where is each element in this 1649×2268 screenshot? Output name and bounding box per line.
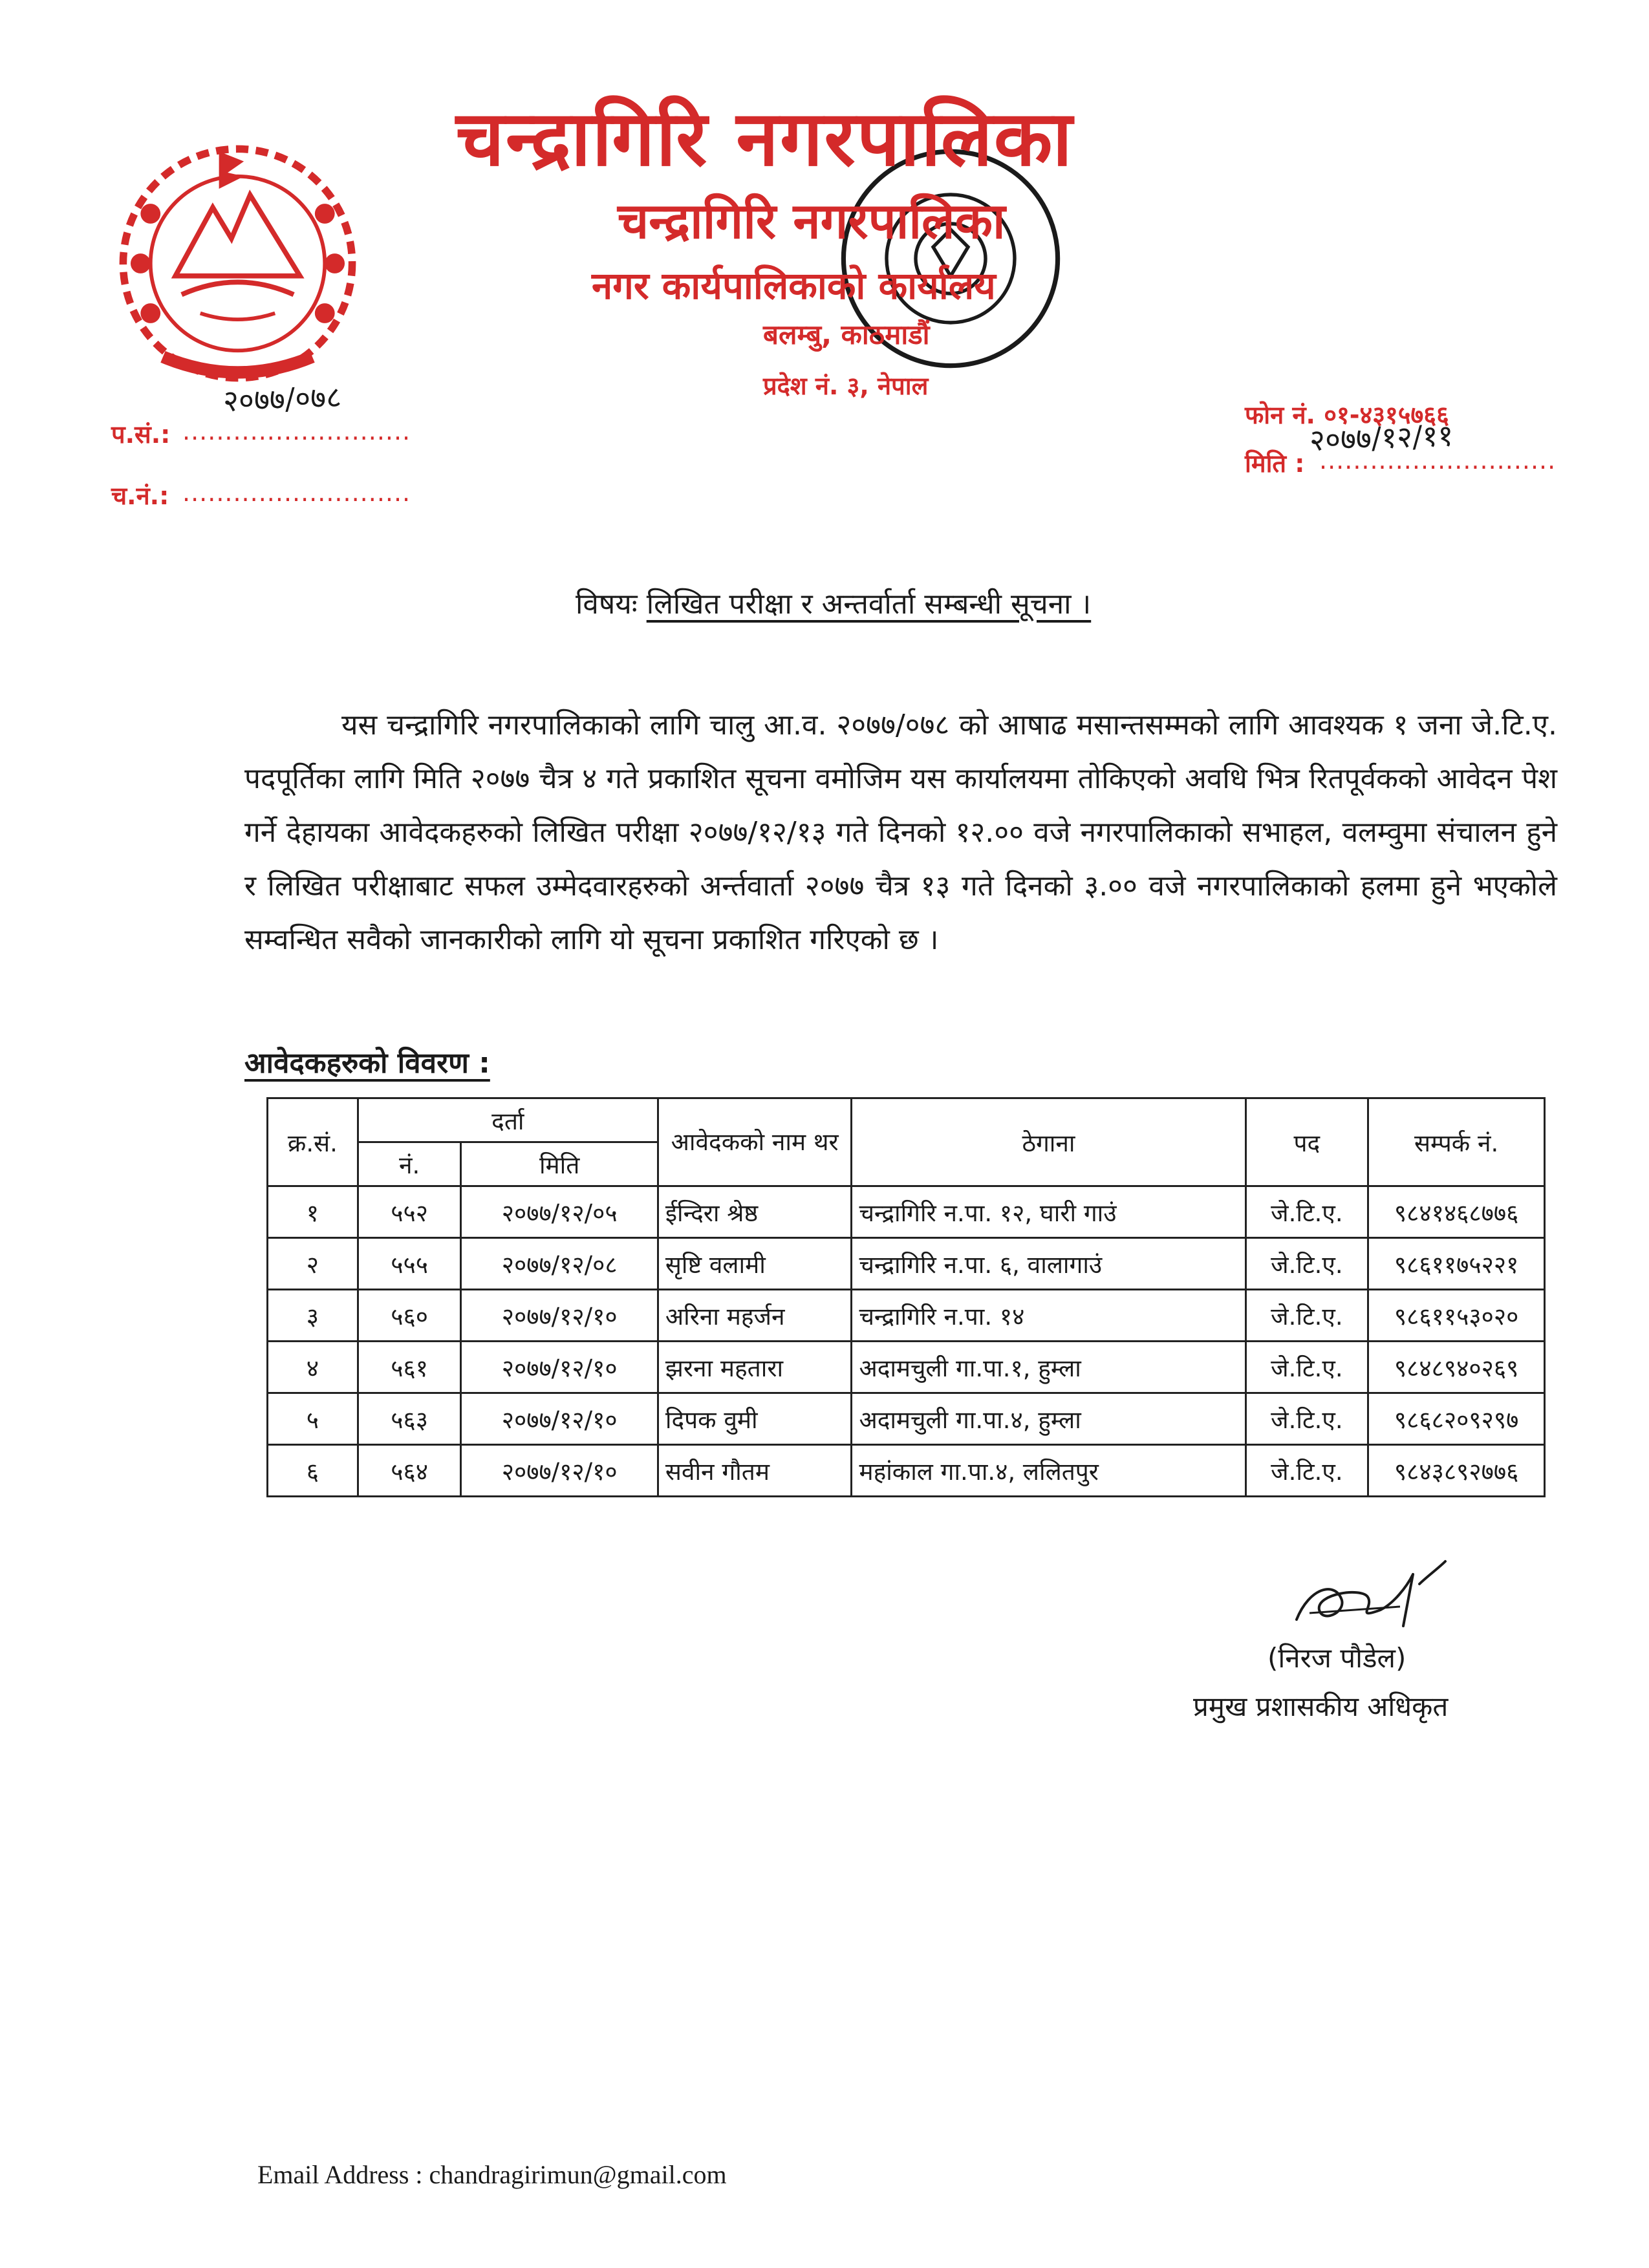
cell-name: सवीन गौतम — [658, 1445, 852, 1497]
cell-sn: २ — [268, 1238, 358, 1290]
cell-contact: ९८६११७५२२१ — [1368, 1238, 1545, 1290]
nepal-emblem-logo — [113, 139, 362, 388]
phone-number: फोन नं. ०१-४३१५७६६ — [1245, 401, 1449, 429]
subject-label: विषयः — [576, 588, 638, 621]
cell-post: जे.टि.ए. — [1245, 1290, 1368, 1342]
cell-contact: ९८४१४६८७७६ — [1368, 1186, 1545, 1238]
cell-reg-no: ५६० — [358, 1290, 461, 1342]
cell-reg-date: २०७७/१२/१० — [461, 1393, 658, 1445]
cell-contact: ९८४८९४०२६९ — [1368, 1342, 1545, 1393]
cn-label: च.नं.: — [111, 482, 169, 510]
cell-sn: ६ — [268, 1445, 358, 1497]
header-post: पद — [1245, 1098, 1368, 1186]
date-label: मिति : — [1245, 449, 1305, 478]
cell-post: जे.टि.ए. — [1245, 1186, 1368, 1238]
cell-contact: ९८६११५३०२० — [1368, 1290, 1545, 1342]
header-registration: दर्ता — [358, 1098, 658, 1142]
cell-name: ईन्दिरा श्रेष्ठ — [658, 1186, 852, 1238]
cell-address: अदामचुली गा.पा.४, हुम्ला — [852, 1393, 1245, 1445]
cell-contact: ९८४३८९२७७६ — [1368, 1445, 1545, 1497]
cell-name: दिपक वुमी — [658, 1393, 852, 1445]
handwritten-signature — [1284, 1548, 1452, 1639]
office-name: नगर कार्यपालिकाको कार्यालय — [592, 264, 996, 308]
cell-name: झरना महतारा — [658, 1342, 852, 1393]
cell-reg-no: ५५५ — [358, 1238, 461, 1290]
subject-line — [576, 583, 1091, 622]
municipality-title: चन्द्रागिरि नगरपालिका — [456, 94, 1074, 183]
header-name: आवेदकको नाम थर — [658, 1098, 852, 1186]
office-province: प्रदेश नं. ३, नेपाल — [763, 372, 929, 400]
table-row — [268, 1393, 1545, 1445]
applicants-heading: आवेदकहरुको विवरण : — [244, 1047, 490, 1080]
cell-name: अरिना महर्जन — [658, 1290, 852, 1342]
cell-sn: ५ — [268, 1393, 358, 1445]
table-row — [268, 1342, 1545, 1393]
cell-post: जे.टि.ए. — [1245, 1393, 1368, 1445]
cell-post: जे.टि.ए. — [1245, 1238, 1368, 1290]
signatory-title: प्रमुख प्रशासकीय अधिकृत — [1193, 1691, 1449, 1722]
header-reg-date: मिति — [461, 1142, 658, 1186]
cell-address: महांकाल गा.पा.४, ललितपुर — [852, 1445, 1245, 1497]
ps-dotted-line: ........................... — [182, 417, 411, 445]
header-address: ठेगाना — [852, 1098, 1245, 1186]
applicants-table — [266, 1097, 1546, 1497]
cell-reg-no: ५६३ — [358, 1393, 461, 1445]
office-address: बलम्बु, काठमाडौं — [763, 319, 930, 350]
subject-text: लिखित परीक्षा र अन्तर्वार्ता सम्बन्धी सूचना । — [646, 588, 1092, 621]
cell-reg-date: २०७७/१२/१० — [461, 1342, 658, 1393]
cell-reg-date: २०७७/१२/१० — [461, 1445, 658, 1497]
footer-email: Email Address : chandragirimun@gmail.com — [257, 2160, 727, 2189]
ps-label: प.सं.: — [111, 420, 171, 449]
cell-name: सृष्टि वलामी — [658, 1238, 852, 1290]
cn-dotted-line: ........................... — [182, 478, 411, 507]
table-row — [268, 1290, 1545, 1342]
municipality-subtitle: चन्द्रागिरि नगरपालिका — [618, 192, 1006, 250]
header-contact: सम्पर्क नं. — [1368, 1098, 1545, 1186]
cell-reg-no: ५६१ — [358, 1342, 461, 1393]
table-row — [268, 1445, 1545, 1497]
date-handwritten-value: २०७७/१२/११ — [1309, 418, 1454, 458]
cell-contact: ९८६८२०९२९७ — [1368, 1393, 1545, 1445]
cell-reg-date: २०७७/१२/०८ — [461, 1238, 658, 1290]
signatory-name: (निरज पौडेल) — [1267, 1642, 1406, 1674]
cell-post: जे.टि.ए. — [1245, 1445, 1368, 1497]
cell-reg-no: ५६४ — [358, 1445, 461, 1497]
table-row — [268, 1238, 1545, 1290]
ps-handwritten-value: २०७७/०७८ — [222, 379, 342, 419]
notice-body-paragraph: यस चन्द्रागिरि नगरपालिकाको लागि चालु आ.व. २०७७/०७८ को आषाढ मसान्तसम्मको लागि आवश्यक १ जना जे.टि.ए. पदपूर्तिका लागि मिति २०७७ चैत्र ४ गते प्रकाशित सूचना वमोजिम यस कार्यालयमा तोकिएको अवधि भित्र रितपूर्वकको आवेदन पेश गर्ने देहायका आवेदकहरुको लिखित परीक्षा २०७७/१२/१३ गते दिनको १२.०० वजे नगरपालिकाको सभाहल, वलम्वुमा संचालन हुने र लिखित परीक्षाबाट सफल उम्मेदवारहरुको अर्न्तवार्ता २०७७ चैत्र १३ गते दिनको ३.०० वजे नगरपालिकाको हलमा हुने भएकोले सम्वन्धित सवैको जानकारीको लागि यो सूचना प्रकाशित गरिएको छ । — [244, 709, 1557, 956]
cell-reg-no: ५५२ — [358, 1186, 461, 1238]
header-sn: क्र.सं. — [268, 1098, 358, 1186]
cell-sn: १ — [268, 1186, 358, 1238]
table-row — [268, 1186, 1545, 1238]
cell-reg-date: २०७७/१२/०५ — [461, 1186, 658, 1238]
cell-sn: ४ — [268, 1342, 358, 1393]
cell-address: चन्द्रागिरि न.पा. १४ — [852, 1290, 1245, 1342]
cell-address: अदामचुली गा.पा.१, हुम्ला — [852, 1342, 1245, 1393]
cell-address: चन्द्रागिरि न.पा. १२, घारी गाउं — [852, 1186, 1245, 1238]
date-dotted-line: ............................ — [1319, 446, 1557, 475]
cell-sn: ३ — [268, 1290, 358, 1342]
cell-reg-date: २०७७/१२/१० — [461, 1290, 658, 1342]
cell-post: जे.टि.ए. — [1245, 1342, 1368, 1393]
cell-address: चन्द्रागिरि न.पा. ६, वालागाउं — [852, 1238, 1245, 1290]
header-reg-no: नं. — [358, 1142, 461, 1186]
